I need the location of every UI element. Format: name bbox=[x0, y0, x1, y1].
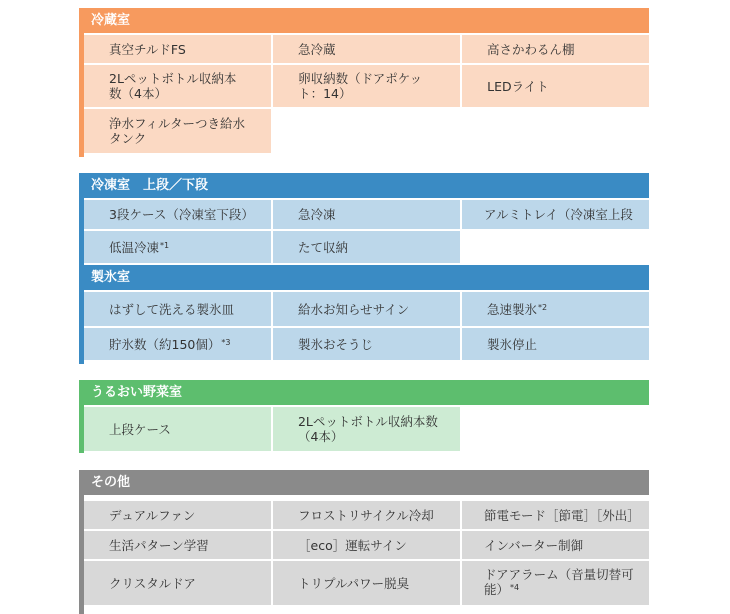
other-section bbox=[79, 470, 649, 607]
feature-cell: LEDライト bbox=[462, 65, 649, 107]
freezer-row-1 bbox=[84, 200, 649, 231]
feature-cell: 製氷停止 bbox=[462, 328, 649, 360]
vegetable-section bbox=[79, 380, 649, 453]
feature-cell: 急冷凍 bbox=[273, 200, 460, 229]
fridge-row-3 bbox=[84, 109, 649, 155]
feature-cell: トリプルパワー脱臭 bbox=[273, 561, 460, 605]
feature-text: 貯氷数（約150個） bbox=[109, 336, 221, 352]
fridge-row-2 bbox=[84, 65, 649, 109]
feature-cell: 3段ケース（冷凍室下段） bbox=[84, 200, 271, 229]
feature-cell: はずして洗える製氷皿 bbox=[84, 292, 271, 326]
other-accent bbox=[79, 470, 84, 614]
feature-cell: 製氷おそうじ bbox=[273, 328, 460, 360]
vegetable-row-1 bbox=[84, 407, 649, 453]
ice-row-2 bbox=[84, 328, 649, 362]
other-header: その他 bbox=[79, 470, 649, 495]
feature-cell: 生活パターン学習 bbox=[84, 531, 271, 559]
feature-cell: 2Lペットボトル収納本数（4本） bbox=[273, 407, 460, 451]
feature-cell: 真空チルドFS bbox=[84, 35, 271, 63]
feature-cell: インバーター制御 bbox=[462, 531, 649, 559]
feature-cell bbox=[462, 292, 649, 326]
feature-cell: 給水お知らせサイン bbox=[273, 292, 460, 326]
footnote-mark: *2 bbox=[538, 302, 548, 312]
feature-cell: 2Lペットボトル収納本数（4本） bbox=[84, 65, 271, 107]
fridge-header: 冷蔵室 bbox=[79, 8, 649, 33]
empty-cell bbox=[462, 231, 649, 263]
fridge-row-1 bbox=[84, 35, 649, 65]
feature-cell: アルミトレイ（冷凍室上段 bbox=[462, 200, 649, 229]
feature-cell: 卵収納数（ドアポケット：14） bbox=[273, 65, 460, 107]
ice-header: 製氷室 bbox=[79, 265, 649, 290]
feature-cell: 高さかわるん棚 bbox=[462, 35, 649, 63]
footnote-mark: *1 bbox=[160, 240, 170, 250]
feature-cell: ［eco］運転サイン bbox=[273, 531, 460, 559]
empty-cell bbox=[462, 109, 649, 153]
feature-cell: フロストリサイクル冷却 bbox=[273, 501, 460, 529]
feature-cell: 上段ケース bbox=[84, 407, 271, 451]
other-row-2 bbox=[84, 531, 649, 561]
feature-cell: クリスタルドア bbox=[84, 561, 271, 605]
other-row-3 bbox=[84, 561, 649, 607]
empty-cell bbox=[273, 109, 460, 153]
freezer-header: 冷凍室 上段／下段 bbox=[79, 173, 649, 198]
empty-cell bbox=[462, 407, 649, 451]
feature-cell bbox=[84, 328, 271, 360]
feature-cell bbox=[84, 231, 271, 263]
feature-text: 低温冷凍 bbox=[109, 239, 160, 255]
feature-cell: 急冷蔵 bbox=[273, 35, 460, 63]
footnote-mark: *3 bbox=[221, 337, 231, 347]
feature-cell: 浄水フィルターつき給水タンク bbox=[84, 109, 271, 153]
feature-text: ドアアラーム（音量切替可能） bbox=[483, 567, 634, 597]
feature-text: 急速製氷 bbox=[487, 301, 538, 317]
other-row-1 bbox=[84, 501, 649, 531]
freezer-row-2 bbox=[84, 231, 649, 265]
fridge-section bbox=[79, 8, 649, 155]
freezer-accent bbox=[79, 173, 84, 364]
fridge-accent bbox=[79, 8, 84, 157]
feature-cell: デュアルファン bbox=[84, 501, 271, 529]
vegetable-accent bbox=[79, 380, 84, 453]
vegetable-header: うるおい野菜室 bbox=[79, 380, 649, 405]
feature-cell bbox=[462, 561, 649, 605]
footnote-mark: *4 bbox=[509, 583, 520, 592]
feature-cell: 節電モード［節電］［外出］ bbox=[462, 501, 649, 529]
feature-cell: たて収納 bbox=[273, 231, 460, 263]
ice-row-1 bbox=[84, 292, 649, 328]
freezer-section bbox=[79, 173, 649, 362]
